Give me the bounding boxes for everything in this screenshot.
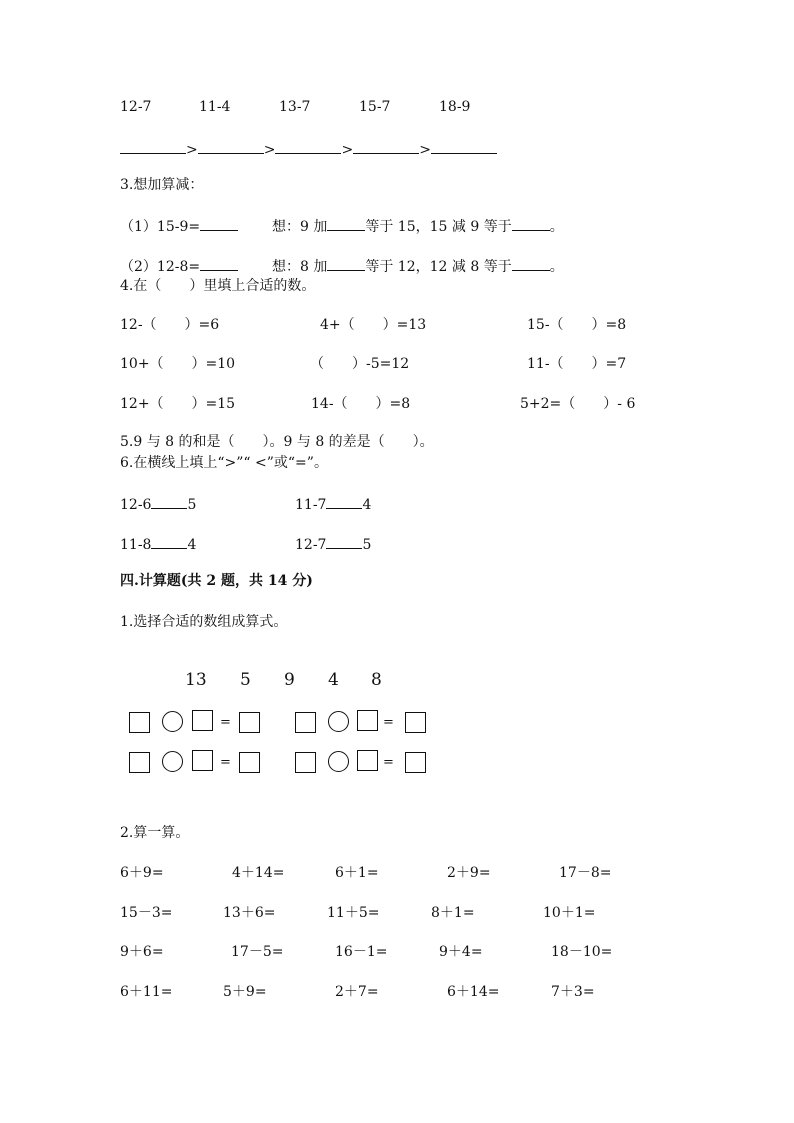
equals-sign: = [220, 715, 231, 730]
q4-item: 12-（ ）=6 [120, 317, 220, 333]
calc-item: 13＋6= [223, 905, 276, 921]
q6-left: 12-6 [120, 497, 152, 513]
q3-row-2 [120, 258, 238, 274]
answer-box[interactable] [295, 752, 316, 773]
calc-item: 9＋6= [120, 944, 164, 960]
answer-box[interactable] [192, 710, 213, 731]
calc-item: 2＋7= [335, 984, 379, 1000]
q4-item: 12+（ ）=15 [120, 396, 236, 412]
order-blank-3[interactable] [275, 141, 341, 154]
q6-title: 6.在横线上填上“>”“ <”或“=”。 [120, 455, 328, 471]
q3-blank[interactable] [200, 218, 238, 231]
equals-sign: = [220, 755, 231, 770]
answer-box[interactable] [239, 752, 260, 773]
compare-blank[interactable] [151, 536, 187, 549]
q3-eq: （2）12-8= [120, 259, 201, 275]
compare-blank[interactable] [151, 496, 187, 509]
q6-right: 4 [362, 497, 372, 513]
q4-title: 4.在（ ）里填上合适的数。 [120, 278, 316, 294]
calc-item: 17－8= [559, 865, 612, 881]
calc-item: 7＋3= [551, 984, 595, 1000]
calc-item: 10＋1= [543, 905, 596, 921]
q4-item: 14-（ ）=8 [311, 396, 411, 412]
q3-think-1 [272, 218, 564, 234]
q3-blank[interactable] [512, 258, 550, 271]
order-blank-5[interactable] [431, 141, 497, 154]
calc-item: 11＋5= [327, 905, 380, 921]
answer-box[interactable] [405, 752, 426, 773]
q3-eq: （1）15-9= [120, 219, 201, 235]
q6-right: 4 [187, 537, 197, 553]
q4-item: 4+（ ）=13 [320, 317, 427, 333]
q3-think-text: 想：8 加 [272, 259, 328, 275]
gt-sign: > [263, 142, 276, 158]
calc-item: 17－5= [231, 944, 284, 960]
c2-title: 2.算一算。 [120, 825, 190, 841]
gt-sign: > [341, 142, 354, 158]
gt-sign: > [186, 142, 198, 158]
operator-circle[interactable] [328, 751, 349, 772]
calc-item: 6＋11= [120, 984, 173, 1000]
q3-blank[interactable] [327, 258, 365, 271]
answer-box[interactable] [192, 750, 213, 771]
q3-mid-text: 等于 15，15 减 9 等于 [365, 219, 512, 235]
q6-item [120, 496, 196, 512]
calc-item: 9＋4= [439, 944, 483, 960]
q3-think-text: 想：9 加 [272, 219, 328, 235]
answer-box[interactable] [405, 712, 426, 733]
q3-end-text: 。 [549, 219, 564, 235]
q3-end-text: 。 [549, 259, 564, 275]
q4-item: 10+（ ）=10 [120, 356, 236, 372]
number-choice: 4 [328, 670, 339, 690]
calc-item: 2＋9= [447, 865, 491, 881]
q6-right: 5 [362, 537, 372, 553]
q4-item: 5+2=（ ）- 6 [520, 396, 636, 412]
order-blank-2[interactable] [198, 141, 264, 154]
calc-item: 6＋9= [120, 865, 164, 881]
q3-blank[interactable] [327, 218, 365, 231]
q3-blank[interactable] [200, 258, 238, 271]
expr-4: 15-7 [359, 99, 391, 115]
q6-item [120, 536, 196, 552]
q5-text: 5.9 与 8 的和是（ ）。9 与 8 的差是（ ）。 [120, 434, 434, 450]
calc-item: 6＋1= [335, 865, 379, 881]
q6-item [295, 536, 371, 552]
number-choice: 9 [284, 670, 295, 690]
answer-box[interactable] [357, 710, 378, 731]
compare-blank[interactable] [326, 496, 362, 509]
q4-item: （ ）-5=12 [310, 356, 410, 372]
number-choice: 8 [371, 670, 382, 690]
equals-sign: = [383, 715, 394, 730]
answer-box[interactable] [129, 752, 150, 773]
number-choice: 13 [185, 670, 207, 690]
answer-box[interactable] [239, 712, 260, 733]
q3-title: 3.想加算减： [120, 177, 204, 193]
calc-item: 5＋9= [223, 984, 267, 1000]
operator-circle[interactable] [328, 711, 349, 732]
q6-left: 12-7 [295, 537, 327, 553]
order-blanks [120, 141, 497, 157]
compare-blank[interactable] [326, 536, 362, 549]
calc-item: 8＋1= [431, 905, 475, 921]
expr-1: 12-7 [120, 99, 152, 115]
q3-think-2 [272, 258, 564, 274]
answer-box[interactable] [295, 712, 316, 733]
operator-circle[interactable] [162, 751, 183, 772]
calc-item: 15－3= [120, 905, 173, 921]
expr-2: 11-4 [199, 99, 231, 115]
answer-box[interactable] [129, 712, 150, 733]
operator-circle[interactable] [162, 711, 183, 732]
q6-right: 5 [187, 497, 197, 513]
answer-box[interactable] [357, 750, 378, 771]
section-title: 四.计算题(共 2 题，共 14 分) [120, 573, 313, 589]
calc-item: 16－1= [335, 944, 388, 960]
q3-row-1 [120, 218, 238, 234]
q3-mid-text: 等于 12，12 减 8 等于 [365, 259, 512, 275]
q4-item: 11-（ ）=7 [527, 356, 627, 372]
calc-item: 18－10= [551, 944, 613, 960]
number-choice: 5 [240, 670, 251, 690]
calc-item: 4＋14= [232, 865, 285, 881]
gt-sign: > [419, 142, 431, 158]
q6-left: 11-8 [120, 537, 152, 553]
q6-item [295, 496, 371, 512]
expr-5: 18-9 [439, 99, 471, 115]
q3-blank[interactable] [512, 218, 550, 231]
expr-3: 13-7 [279, 99, 311, 115]
order-blank-1[interactable] [120, 141, 186, 154]
calc-item: 6＋14= [447, 984, 500, 1000]
q6-left: 11-7 [295, 497, 327, 513]
q4-item: 15-（ ）=8 [527, 317, 627, 333]
order-blank-4[interactable] [353, 141, 419, 154]
c1-title: 1.选择合适的数组成算式。 [120, 614, 288, 630]
equals-sign: = [383, 755, 394, 770]
